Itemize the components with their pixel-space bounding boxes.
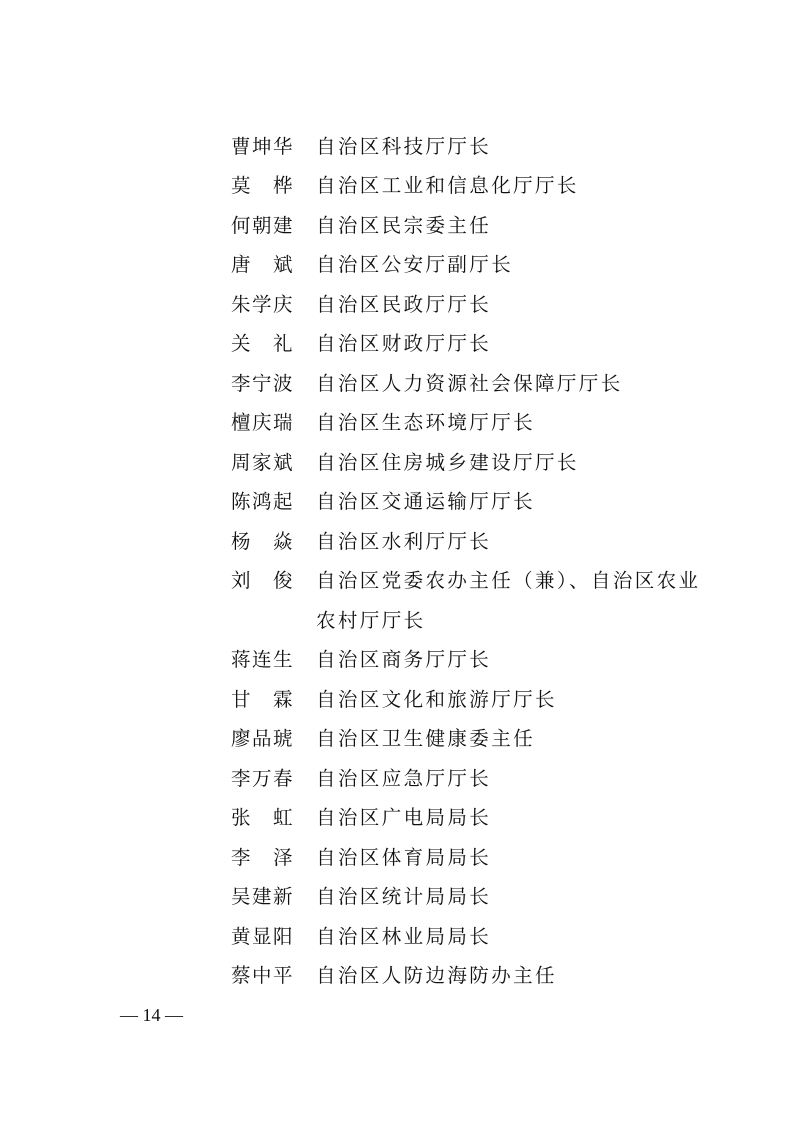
person-name: 蒋连生	[231, 648, 295, 671]
person-name: 陈鸿起	[231, 490, 295, 513]
person-title: 自治区文化和旅游厅厅长	[316, 688, 557, 711]
person-title: 自治区商务厅厅长	[316, 648, 492, 671]
person-name: 黄显阳	[231, 925, 295, 948]
person-name: 刘 俊	[231, 569, 295, 592]
person-name: 檀庆瑞	[231, 411, 295, 434]
person-name: 何朝建	[231, 214, 295, 237]
person-title: 自治区公安厅副厅长	[316, 253, 514, 276]
person-name: 蔡中平	[231, 964, 295, 987]
person-title: 自治区民宗委主任	[316, 214, 492, 237]
person-name: 李 泽	[231, 846, 295, 869]
person-name: 朱学庆	[231, 293, 295, 316]
person-title: 自治区水利厅厅长	[316, 530, 492, 553]
person-name: 莫 桦	[231, 174, 295, 197]
person-title: 自治区交通运输厅厅长	[316, 490, 536, 513]
person-name: 杨 焱	[231, 530, 295, 553]
person-title: 自治区党委农办主任（兼）、自治区农业	[316, 569, 701, 592]
person-title: 自治区生态环境厅厅长	[316, 411, 536, 434]
person-title: 自治区人防边海防办主任	[316, 964, 557, 987]
person-title: 自治区体育局局长	[316, 846, 492, 869]
person-title: 自治区工业和信息化厅厅长	[316, 174, 579, 197]
person-name: 廖品琥	[231, 727, 295, 750]
person-name: 李宁波	[231, 372, 295, 395]
person-name: 吴建新	[231, 885, 295, 908]
person-name: 唐 斌	[231, 253, 295, 276]
person-title: 自治区财政厅厅长	[316, 332, 492, 355]
person-name: 李万春	[231, 767, 295, 790]
person-title: 自治区民政厅厅长	[316, 293, 492, 316]
person-title: 自治区科技厅厅长	[316, 135, 492, 158]
person-title: 自治区人力资源社会保障厅厅长	[316, 372, 623, 395]
person-title: 自治区广电局局长	[316, 806, 492, 829]
person-name: 甘 霖	[231, 688, 295, 711]
person-title: 自治区统计局局长	[316, 885, 492, 908]
person-name: 关 礼	[231, 332, 295, 355]
person-title: 自治区应急厅厅长	[316, 767, 492, 790]
person-name: 周家斌	[231, 451, 295, 474]
person-title: 自治区卫生健康委主任	[316, 727, 536, 750]
person-name: 张 虹	[231, 806, 295, 829]
page-number: — 14 —	[120, 1005, 183, 1025]
person-title: 自治区林业局局长	[316, 925, 492, 948]
person-title-continuation: 农村厅厅长	[316, 609, 426, 632]
person-name: 曹坤华	[231, 135, 295, 158]
person-title: 自治区住房城乡建设厅厅长	[316, 451, 579, 474]
